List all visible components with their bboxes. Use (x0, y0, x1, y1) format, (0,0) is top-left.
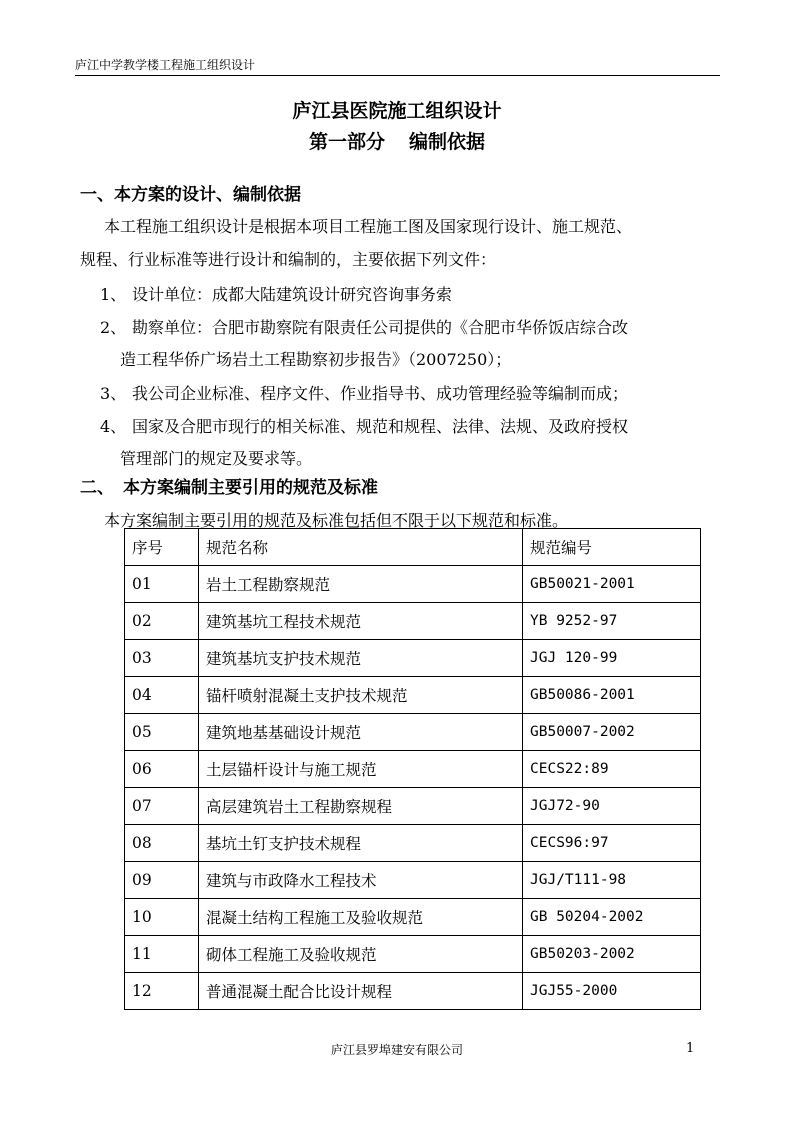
table-row (125, 677, 701, 714)
table-row (125, 788, 701, 825)
table-row (125, 603, 701, 640)
cell-code: CECS96:97 (523, 825, 701, 862)
cell-name: 土层锚杆设计与施工规范 (199, 751, 523, 788)
table-row (125, 714, 701, 751)
document-title: 庐江县医院施工组织设计 (292, 100, 502, 122)
cell-code: JGJ55-2000 (523, 973, 701, 1010)
cell-seq: 09 (125, 862, 199, 899)
basis-item-2 (100, 315, 628, 338)
basis-item-1 (100, 282, 452, 305)
cell-name: 基坑土钉支护技术规程 (199, 825, 523, 862)
cell-name: 砌体工程施工及验收规范 (199, 936, 523, 973)
item-text: 我公司企业标准、程序文件、作业指导书、成功管理经验等编制而成； (132, 384, 629, 403)
table-row (125, 640, 701, 677)
cell-name: 建筑基坑工程技术规范 (199, 603, 523, 640)
cell-seq: 06 (125, 751, 199, 788)
basis-item-3 (100, 381, 628, 404)
table-row (125, 899, 701, 936)
cell-name: 建筑地基基础设计规范 (199, 714, 523, 751)
cell-seq: 01 (125, 566, 199, 603)
cell-code: GB 50204-2002 (523, 899, 701, 936)
intro-line-2: 规程、行业标准等进行设计和编制的，主要依据下列文件： (80, 250, 497, 269)
basis-item-2-cont: 造工程华侨广场岩土工程勘察初步报告》（2007250）； (120, 350, 512, 369)
part-name: 编制依据 (409, 131, 486, 153)
cell-seq: 07 (125, 788, 199, 825)
cell-seq: 10 (125, 899, 199, 936)
cell-name: 建筑与市政降水工程技术 (199, 862, 523, 899)
cell-seq: 08 (125, 825, 199, 862)
item-number: 3、 (100, 384, 127, 403)
cell-code: GB50007-2002 (523, 714, 701, 751)
section2-number: 二、 (80, 478, 114, 498)
cell-name: 高层建筑岩土工程勘察规程 (199, 788, 523, 825)
intro-line-1: 本工程施工组织设计是根据本项目工程施工图及国家现行设计、施工规范、 (104, 217, 633, 236)
cell-name: 混凝土结构工程施工及验收规范 (199, 899, 523, 936)
section2-intro: 本方案编制主要引用的规范及标准包括但不限于以下规范和标准。 (104, 511, 569, 530)
part-label: 第一部分 (308, 131, 385, 153)
item-number: 2、 (100, 318, 127, 337)
cell-code: JGJ 120-99 (523, 640, 701, 677)
standards-table (124, 528, 701, 1010)
cell-seq: 序号 (125, 529, 199, 566)
item-text: 国家及合肥市现行的相关标准、规范和规程、法律、法规、及政府授权 (132, 417, 629, 436)
table-row (125, 936, 701, 973)
cell-code: YB 9252-97 (523, 603, 701, 640)
table-row (125, 566, 701, 603)
cell-code: GB50021-2001 (523, 566, 701, 603)
cell-name: 岩土工程勘察规范 (199, 566, 523, 603)
cell-code: 规范编号 (523, 529, 701, 566)
cell-seq: 04 (125, 677, 199, 714)
cell-seq: 05 (125, 714, 199, 751)
table-header-row (125, 529, 701, 566)
table-row (125, 862, 701, 899)
basis-item-4 (100, 414, 628, 437)
cell-code: JGJ72-90 (523, 788, 701, 825)
part-title (0, 127, 794, 154)
cell-code: GB50203-2002 (523, 936, 701, 973)
cell-name: 建筑基坑支护技术规范 (199, 640, 523, 677)
cell-seq: 03 (125, 640, 199, 677)
section2-heading (80, 473, 378, 498)
table-row (125, 973, 701, 1010)
cell-code: CECS22:89 (523, 751, 701, 788)
cell-name: 普通混凝土配合比设计规程 (199, 973, 523, 1010)
cell-seq: 12 (125, 973, 199, 1010)
section2-title: 本方案编制主要引用的规范及标准 (123, 478, 378, 498)
page-header: 庐江中学教学楼工程施工组织设计 (75, 57, 720, 76)
page-footer: 庐江县罗埠建安有限公司 (330, 1043, 463, 1057)
cell-name: 规范名称 (199, 529, 523, 566)
section1-heading: 一、本方案的设计、编制依据 (80, 185, 301, 205)
table-row (125, 751, 701, 788)
cell-seq: 11 (125, 936, 199, 973)
item-text: 设计单位：成都大陆建筑设计研究咨询事务索 (132, 285, 453, 304)
cell-name: 锚杆喷射混凝土支护技术规范 (199, 677, 523, 714)
page-number: 1 (686, 1041, 695, 1056)
cell-seq: 02 (125, 603, 199, 640)
cell-code: JGJ/T111-98 (523, 862, 701, 899)
table-row (125, 825, 701, 862)
item-text: 勘察单位：合肥市勘察院有限责任公司提供的《合肥市华侨饭店综合改 (132, 318, 629, 337)
item-number: 1、 (100, 285, 127, 304)
item-number: 4、 (100, 417, 127, 436)
basis-item-4-cont: 管理部门的规定及要求等。 (120, 449, 313, 468)
cell-code: GB50086-2001 (523, 677, 701, 714)
